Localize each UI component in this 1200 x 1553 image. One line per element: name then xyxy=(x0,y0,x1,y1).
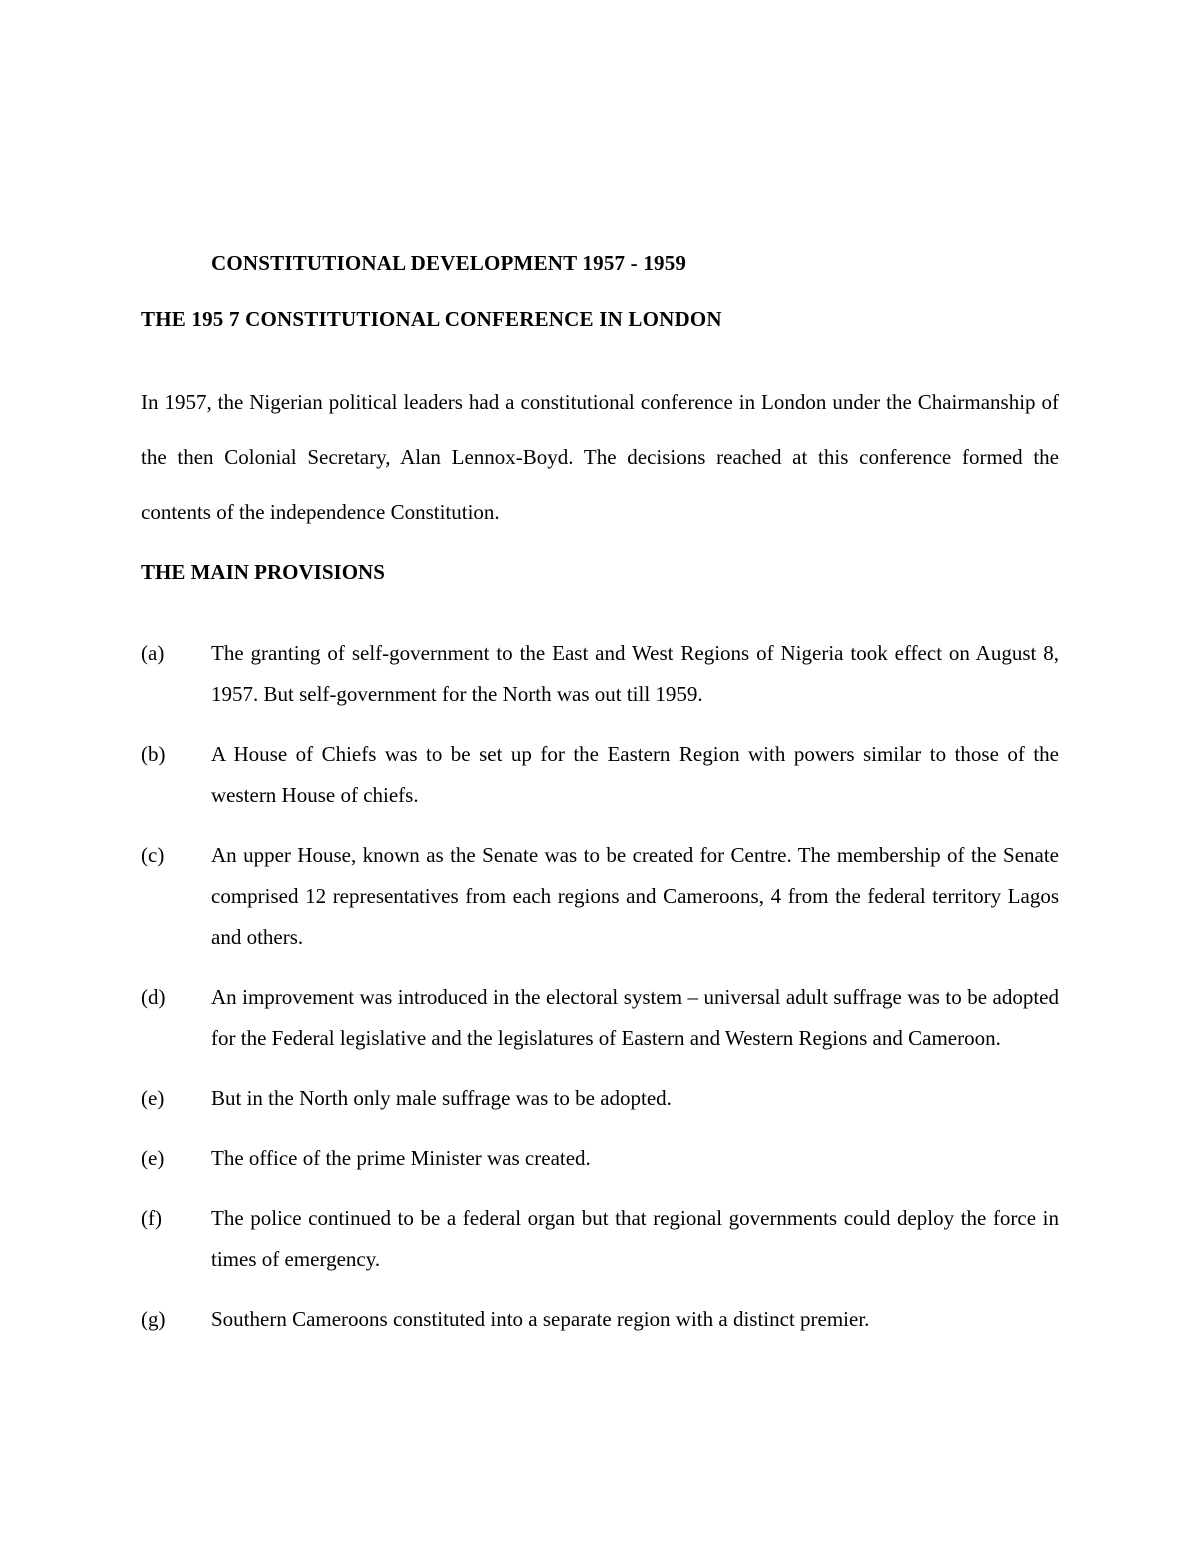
provision-text: Southern Cameroons constituted into a separate region with a distinct premier. xyxy=(211,1307,870,1331)
provision-marker: (c) xyxy=(141,843,165,867)
provision-item xyxy=(141,633,1059,715)
intro-paragraph: In 1957, the Nigerian political leaders had a constitutional conference in London under the Chairmanship of the then Colonial Secretary, Alan Lennox-Boyd. The decisions reached at this conference formed the contents of the independence Constitution. xyxy=(141,390,1059,524)
provision-text: The office of the prime Minister was created. xyxy=(211,1146,591,1170)
provision-marker: (d) xyxy=(141,985,166,1009)
document-title: CONSTITUTIONAL DEVELOPMENT 1957 - 1959 xyxy=(211,251,687,275)
provision-item xyxy=(141,1078,1059,1119)
provision-marker: (e) xyxy=(141,1146,165,1170)
provision-marker: (e) xyxy=(141,1086,165,1110)
provision-text: A House of Chiefs was to be set up for the Eastern Region with powers similar to those of the western House of chiefs. xyxy=(211,742,1059,807)
provision-marker: (f) xyxy=(141,1206,162,1230)
provision-text: The granting of self-government to the East and West Regions of Nigeria took effect on August 8, 1957. But self-government for the North was out till 1959. xyxy=(211,641,1059,706)
provision-item xyxy=(141,1138,1059,1179)
provision-marker: (g) xyxy=(141,1307,166,1331)
provision-marker: (b) xyxy=(141,742,166,766)
section-heading: THE MAIN PROVISIONS xyxy=(141,560,385,584)
provision-item xyxy=(141,1198,1059,1280)
provision-text: But in the North only male suffrage was to be adopted. xyxy=(211,1086,672,1110)
provision-item xyxy=(141,734,1059,816)
provision-text: The police continued to be a federal organ but that regional governments could deploy the force in times of emergency. xyxy=(211,1206,1059,1271)
provision-item xyxy=(141,1299,1059,1340)
provision-item xyxy=(141,835,1059,958)
provisions-list xyxy=(141,633,1059,1359)
document-subtitle: THE 195 7 CONSTITUTIONAL CONFERENCE IN LONDON xyxy=(141,307,722,331)
provision-marker: (a) xyxy=(141,641,165,665)
provision-item xyxy=(141,977,1059,1059)
provision-text: An improvement was introduced in the electoral system – universal adult suffrage was to be adopted for the Federal legislative and the legislatures of Eastern and Western Regions and Cameroon. xyxy=(211,985,1059,1050)
provision-text: An upper House, known as the Senate was to be created for Centre. The membership of the Senate comprised 12 representatives from each regions and Cameroons, 4 from the federal territory Lagos and others. xyxy=(211,843,1059,949)
